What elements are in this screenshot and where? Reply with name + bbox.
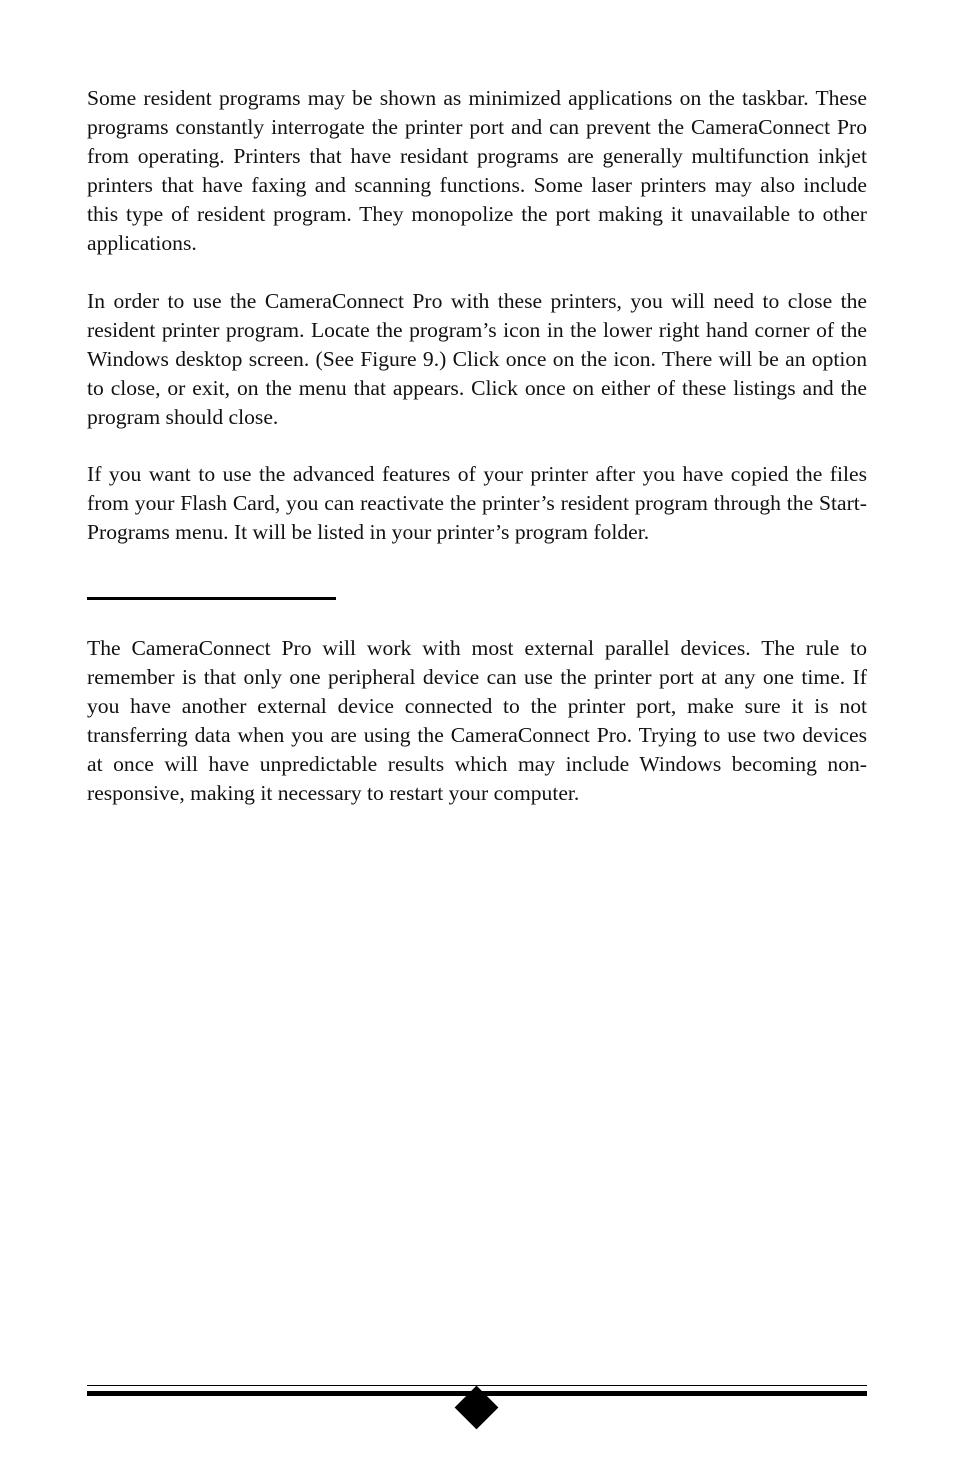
section-divider xyxy=(87,597,336,600)
paragraph-resident-programs: Some resident programs may be shown as minimized applications on the taskbar. These programs constantly interrogate the printer port and can prevent the CameraConnect Pro from operating. Printers that have residant programs are generally multifunction inkjet printers that have faxing and scanning functions. Some laser printers may also include this type of resident program. They monopolize the port making it unavailable to other applications. xyxy=(87,86,867,255)
paragraph-external-devices: The CameraConnect Pro will work with most external parallel devices. The rule to remember is that only one peripheral device can use the printer port at any one time. If you have another external device connected to the printer port, make sure it is not transferring data when you are using the CameraConnect Pro. Trying to use two devices at once will have unpredictable results which may include Windows becoming non-responsive, making it necessary to restart your computer. xyxy=(87,636,867,805)
paragraph-close-resident-program: In order to use the CameraConnect Pro with these printers, you will need to close the resident printer program. Locate the program’s icon in the lower right hand corner of the Windows desktop screen. (See Figure 9.) Click once on the icon. There will be an option to close, or exit, on the menu that appears. Click once on either of these listings and the program should close. xyxy=(87,289,867,429)
paragraph-reactivate-program: If you want to use the advanced features of your printer after you have copied the files from your Flash Card, you can reactivate the printer’s resident program through the Start-Programs menu. It will be listed in your printer’s program folder. xyxy=(87,462,867,544)
